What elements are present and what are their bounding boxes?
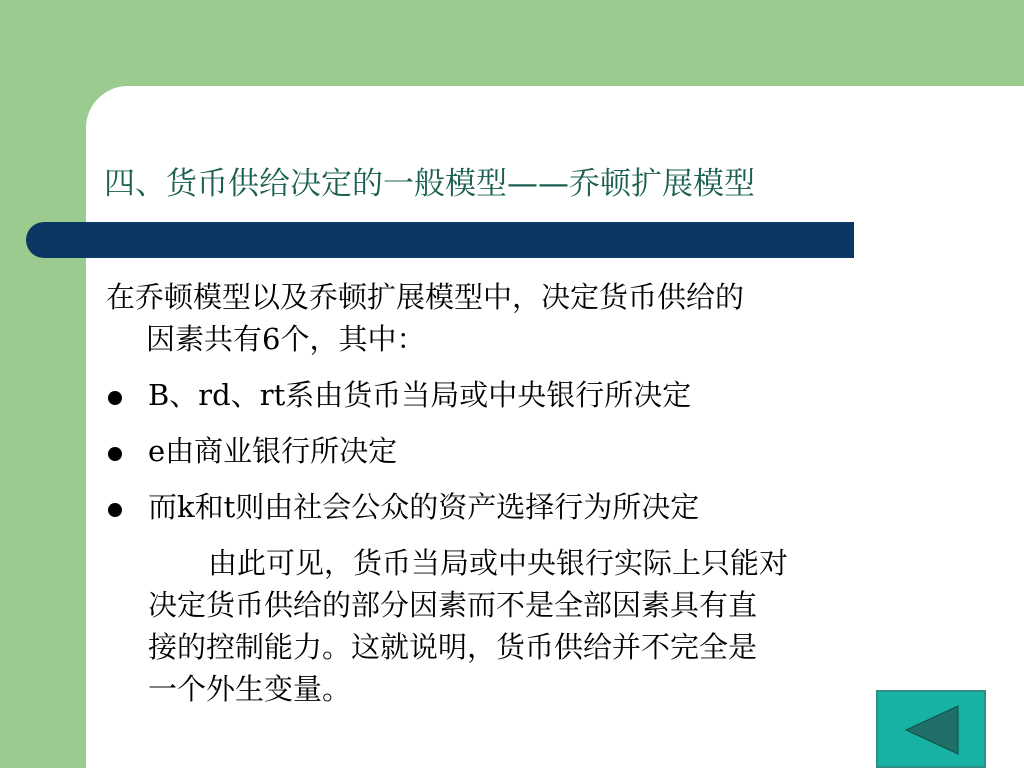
- slide-title: 四、货币供给决定的一般模型——乔顿扩展模型: [104, 166, 755, 202]
- bullet-text-1: B、rd、rt系由货币当局或中央银行所决定: [148, 378, 692, 412]
- intro-line-2: 因素共有6个，其中：: [146, 322, 426, 356]
- bullet-item-3: [106, 486, 996, 528]
- bullet-item-1: [106, 374, 996, 416]
- bullet-text-3: 而k和t则由社会公众的资产选择行为所决定: [148, 490, 700, 524]
- conclusion-paragraph: [148, 542, 996, 710]
- conclusion-line-3: 接的控制能力。这就说明，货币供给并不完全是: [148, 630, 758, 664]
- previous-triangle-icon: [902, 704, 962, 756]
- conclusion-line-4: 一个外生变量。: [148, 672, 352, 706]
- conclusion-line-2: 决定货币供给的部分因素而不是全部因素具有直: [148, 588, 758, 622]
- slide-content: [106, 276, 996, 710]
- conclusion-line-1: 由此可见，货币当局或中央银行实际上只能对: [208, 546, 789, 580]
- bullet-dot-icon: [108, 503, 122, 517]
- bullet-text-2: e由商业银行所决定: [148, 434, 398, 468]
- bullet-dot-icon: [108, 447, 122, 461]
- title-underline-bar: [26, 222, 854, 258]
- intro-paragraph: [106, 276, 996, 360]
- intro-line-1: 在乔顿模型以及乔顿扩展模型中，决定货币供给的: [106, 280, 745, 314]
- previous-slide-button[interactable]: [876, 690, 986, 768]
- bullet-dot-icon: [108, 391, 122, 405]
- bullet-item-2: [106, 430, 996, 472]
